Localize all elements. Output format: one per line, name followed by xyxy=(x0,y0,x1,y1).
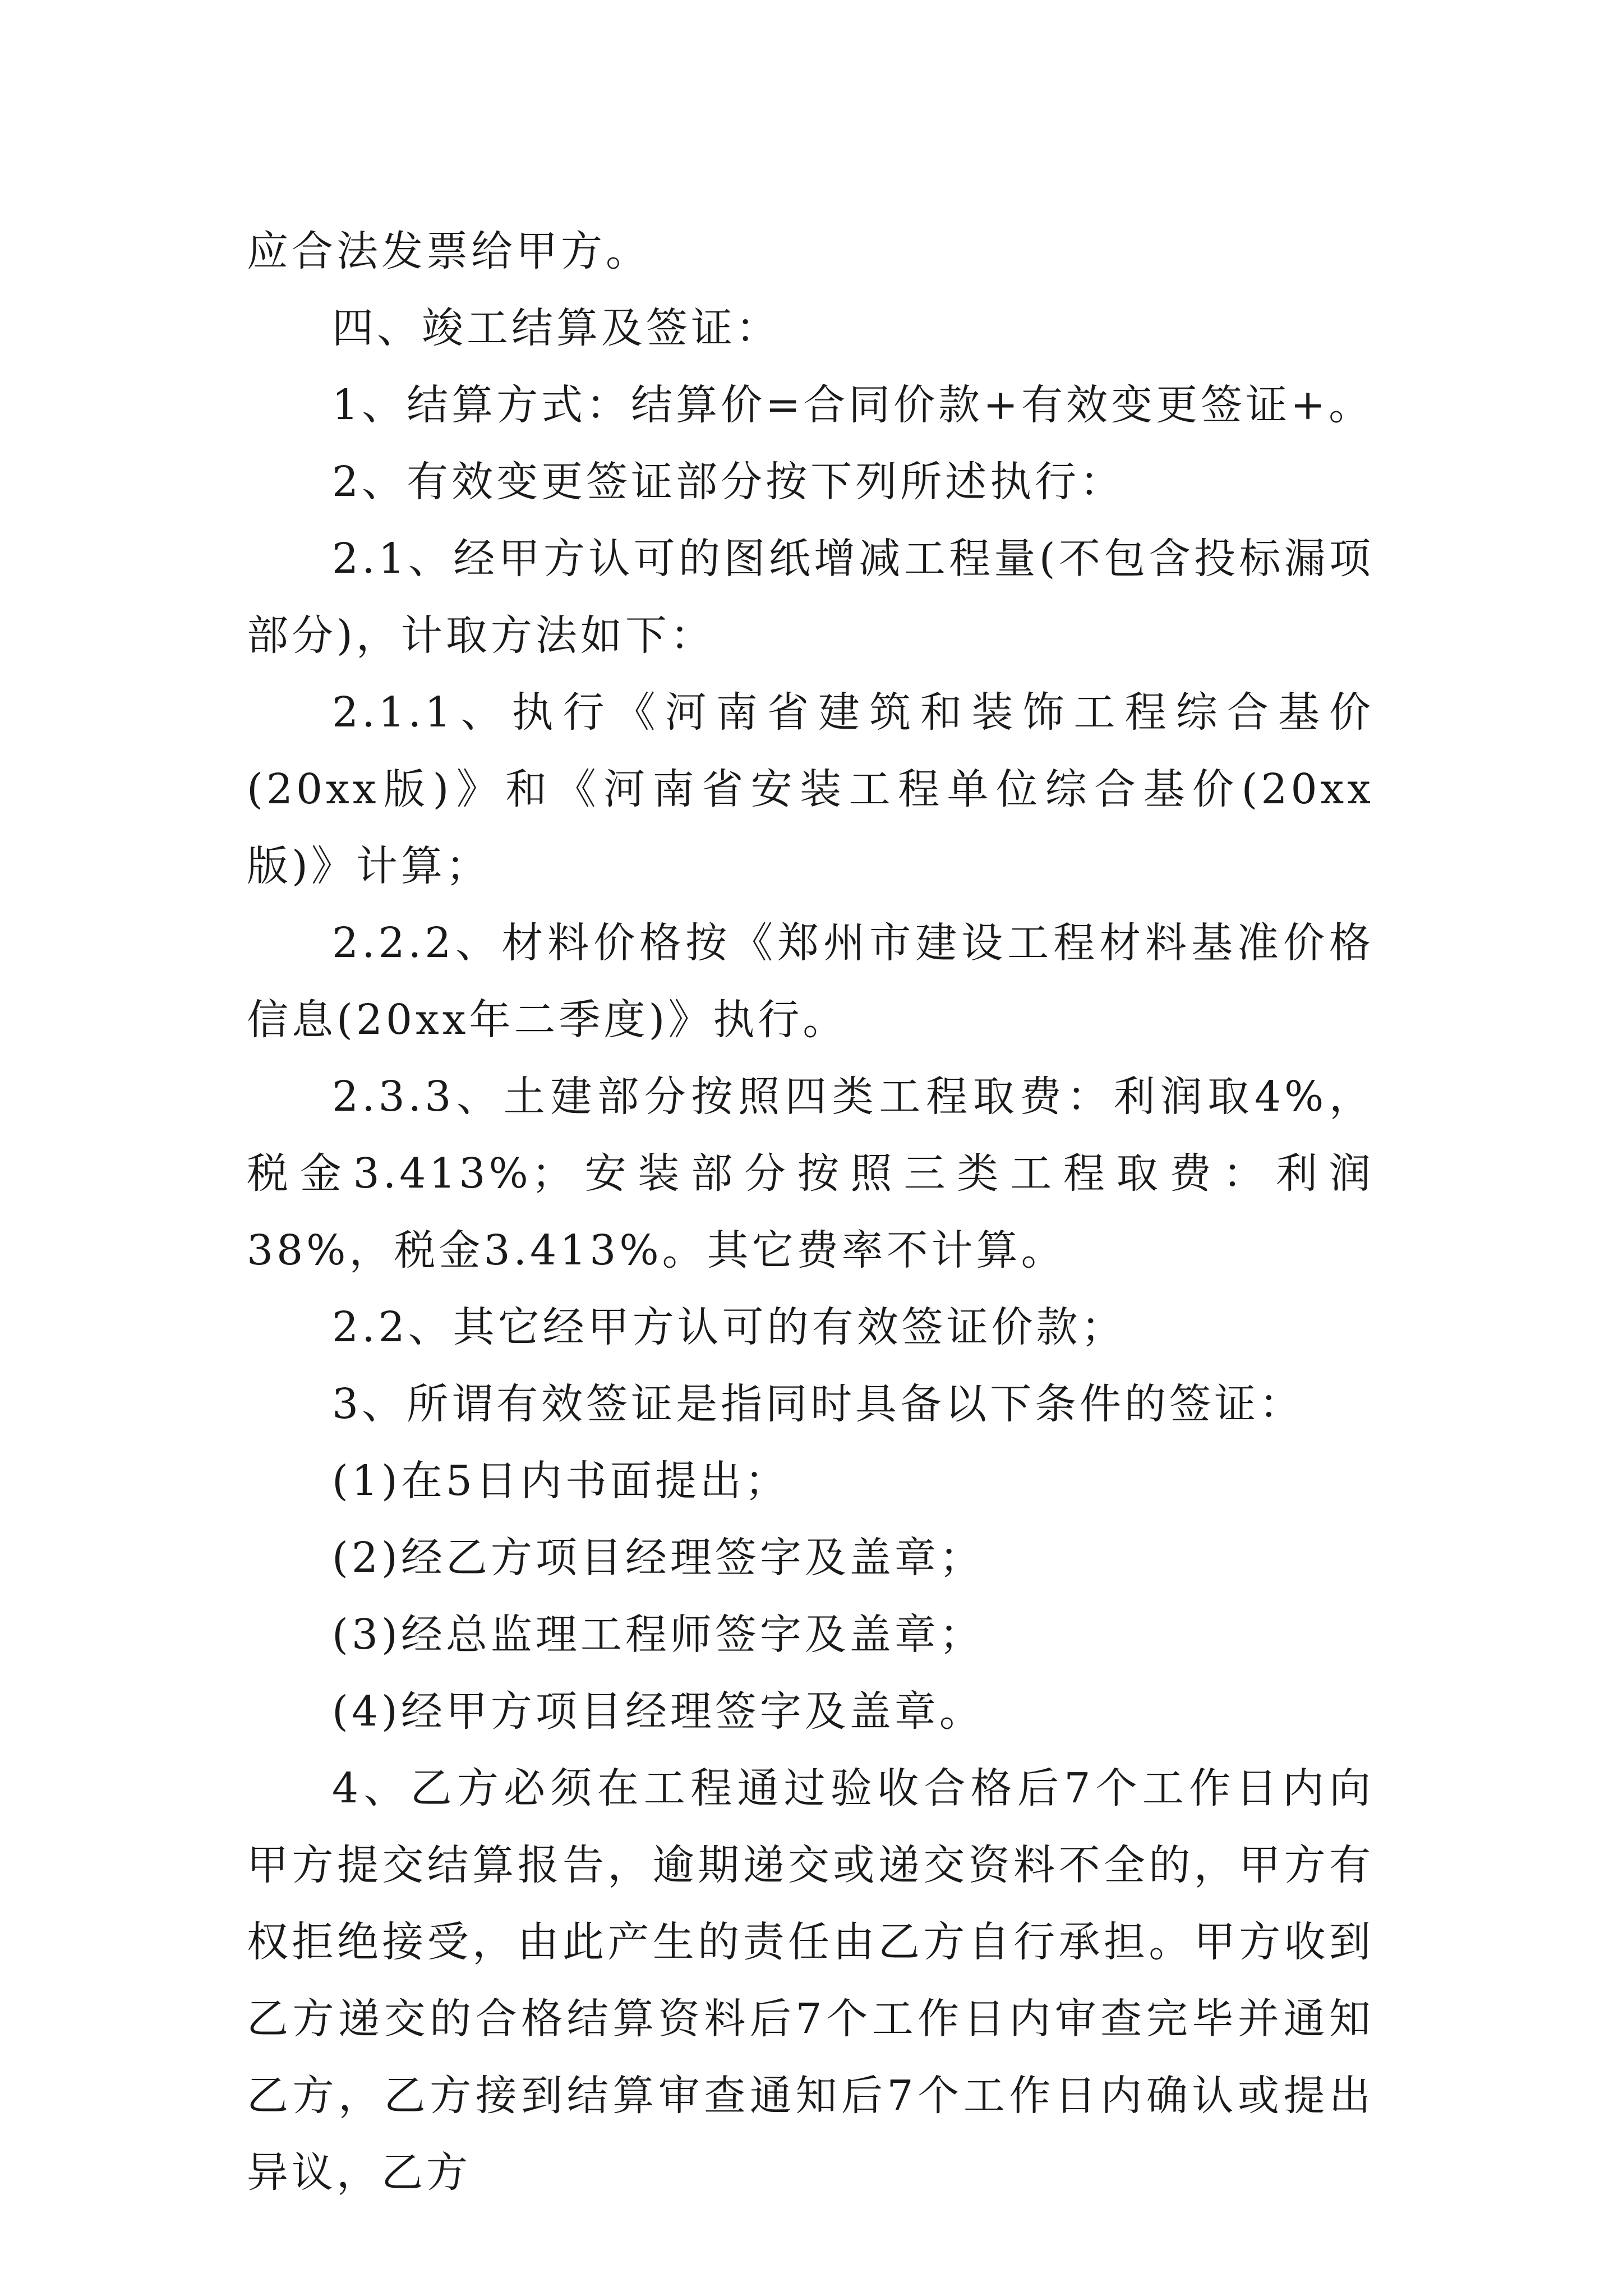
paragraph-2-1: 2.1、经甲方认可的图纸增减工程量(不包含投标漏项部分)，计取方法如下： xyxy=(247,535,1374,660)
paragraph-2-3-3: 2.3.3、土建部分按照四类工程取费：利润取4%，税金3.413%；安装部分按照三类工程取费：利润38%，税金3.413%。其它费率不计算。 xyxy=(247,1073,1374,1274)
paragraph-settlement-report: 4、乙方必须在工程通过验收合格后7个工作日内向甲方提交结算报告，逾期递交或递交资料不全的，甲方有权拒绝接受，由此产生的责任由乙方自行承担。甲方收到乙方递交的合格结算资料后7个工作日内审查完毕并通知乙方，乙方接到结算审查通知后7个工作日内确认或提出异议，乙方 xyxy=(247,1764,1374,2197)
paragraph-settlement-method: 1、结算方式：结算价=合同价款+有效变更签证+。 xyxy=(332,381,1374,429)
document-body xyxy=(247,213,1374,2211)
paragraph-2-2-2: 2.2.2、材料价格按《郑州市建设工程材料基准价格信息(20xx年二季度)》执行。 xyxy=(247,919,1374,1044)
list-item-condition-3: (3)经总监理工程师签字及盖章； xyxy=(332,1611,984,1659)
list-item-condition-1: (1)在5日内书面提出； xyxy=(332,1457,790,1505)
paragraph-invoice-continuation: 应合法发票给甲方。 xyxy=(247,227,651,275)
list-item-condition-2: (2)经乙方项目经理签字及盖章； xyxy=(332,1534,984,1582)
paragraph-2-1-1: 2.1.1、执行《河南省建筑和装饰工程综合基价(20xx版)》和《河南省安装工程单位综合基价(20xx版)》计算； xyxy=(247,688,1374,890)
paragraph-valid-visa-definition: 3、所谓有效签证是指同时具备以下条件的签证： xyxy=(332,1380,1304,1428)
paragraph-change-visa: 2、有效变更签证部分按下列所述执行： xyxy=(332,458,1125,506)
list-item-condition-4: (4)经甲方项目经理签字及盖章。 xyxy=(332,1687,984,1736)
section-heading-settlement: 四、竣工结算及签证： xyxy=(332,304,781,352)
paragraph-2-2: 2.2、其它经甲方认可的有效签证价款； xyxy=(332,1303,1126,1351)
